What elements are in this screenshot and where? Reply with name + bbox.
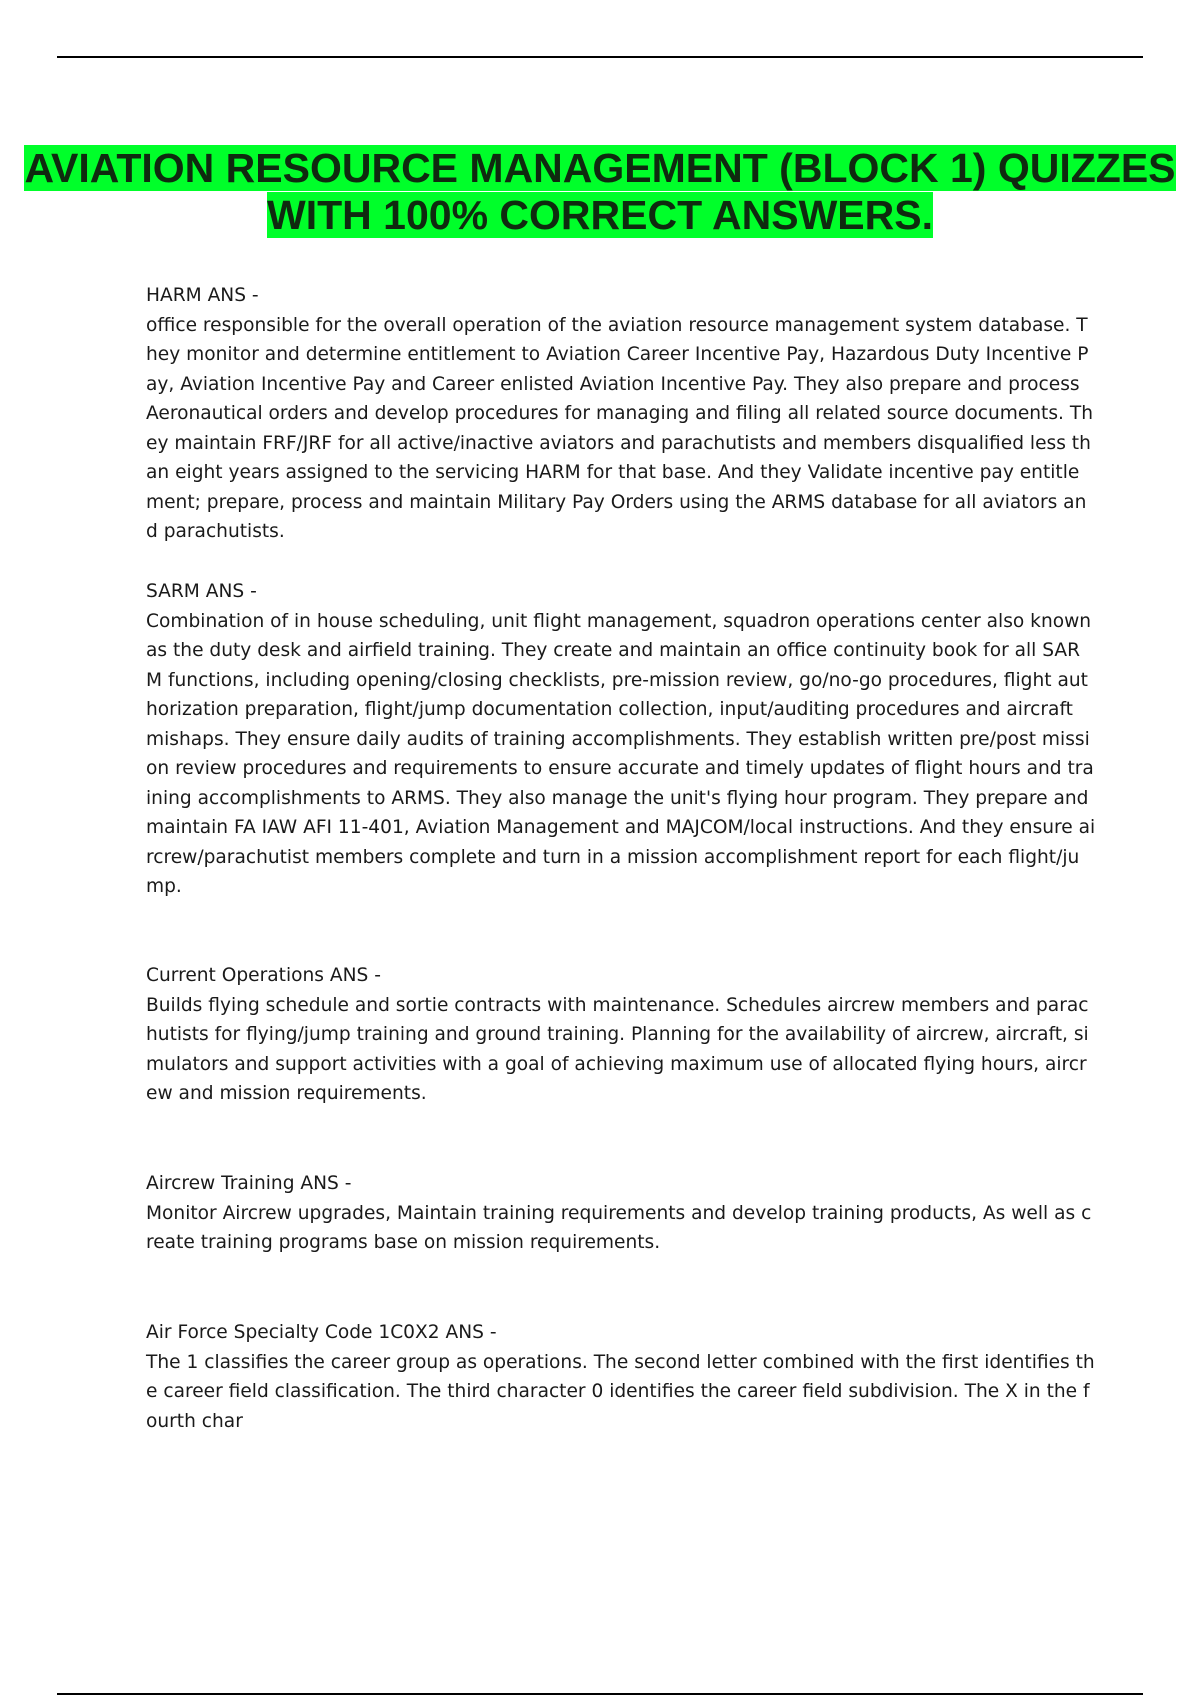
qa-term: Air Force Specialty Code 1C0X2 ANS - bbox=[146, 1322, 497, 1343]
qa-item-afsc bbox=[146, 1318, 1096, 1436]
qa-item-current-operations bbox=[146, 961, 1096, 1109]
qa-answer: office responsible for the overall operation of the aviation resource management system database. They monitor and determine entitlement to Aviation Career Incentive Pay, Hazardous Duty Incentive Pay, Aviation Incentive Pay and Career enlisted Aviation Incentive Pay. They also prepare and process Aeronautical orders and develop procedures for managing and filing all related source documents. They maintain FRF/JRF for all active/inactive aviators and parachutists and members disqualified less than eight years assigned to the servicing HARM for that base. And they Validate incentive pay entitlement; prepare, process and maintain Military Pay Orders using the ARMS database for all aviators and parachutists. bbox=[146, 314, 1094, 542]
top-rule bbox=[57, 56, 1143, 58]
document-title bbox=[0, 145, 1200, 239]
qa-item-sarm bbox=[146, 577, 1096, 902]
document-title-text: AVIATION RESOURCE MANAGEMENT (BLOCK 1) QUIZZES WITH 100% CORRECT ANSWERS. bbox=[24, 145, 1176, 238]
qa-item-aircrew-training bbox=[146, 1169, 1096, 1258]
qa-term: SARM ANS - bbox=[146, 581, 257, 602]
qa-term: HARM ANS - bbox=[146, 285, 259, 306]
qa-term: Aircrew Training ANS - bbox=[146, 1173, 352, 1194]
qa-answer: Monitor Aircrew upgrades, Maintain training requirements and develop training products, As well as create training programs base on mission requirements. bbox=[146, 1202, 1092, 1253]
bottom-rule bbox=[57, 1693, 1143, 1695]
qa-answer: The 1 classifies the career group as operations. The second letter combined with the first identifies the career field classification. The third character 0 identifies the career field subdivision. The X in the fourth char bbox=[146, 1351, 1095, 1432]
qa-item-harm bbox=[146, 281, 1096, 547]
qa-answer: Builds flying schedule and sortie contracts with maintenance. Schedules aircrew members and parachutists for flying/jump training and ground training. Planning for the availability of aircrew, aircraft, simulators and support activities with a goal of achieving maximum use of allocated flying hours, aircrew and mission requirements. bbox=[146, 994, 1089, 1104]
qa-answer: Combination of in house scheduling, unit flight management, squadron operations center also known as the duty desk and airfield training. They create and maintain an office continuity book for all SARM functions, including opening/closing checklists, pre-mission review, go/no-go procedures, flight authorization preparation, flight/jump documentation collection, input/auditing procedures and aircraft mishaps. They ensure daily audits of training accomplishments. They establish written pre/post mission review procedures and requirements to ensure accurate and timely updates of flight hours and training accomplishments to ARMS. They also manage the unit's flying hour program. They prepare and maintain FA IAW AFI 11-401, Aviation Management and MAJCOM/local instructions. And they ensure aircrew/parachutist members complete and turn in a mission accomplishment report for each flight/jump. bbox=[146, 610, 1096, 897]
qa-term: Current Operations ANS - bbox=[146, 965, 381, 986]
